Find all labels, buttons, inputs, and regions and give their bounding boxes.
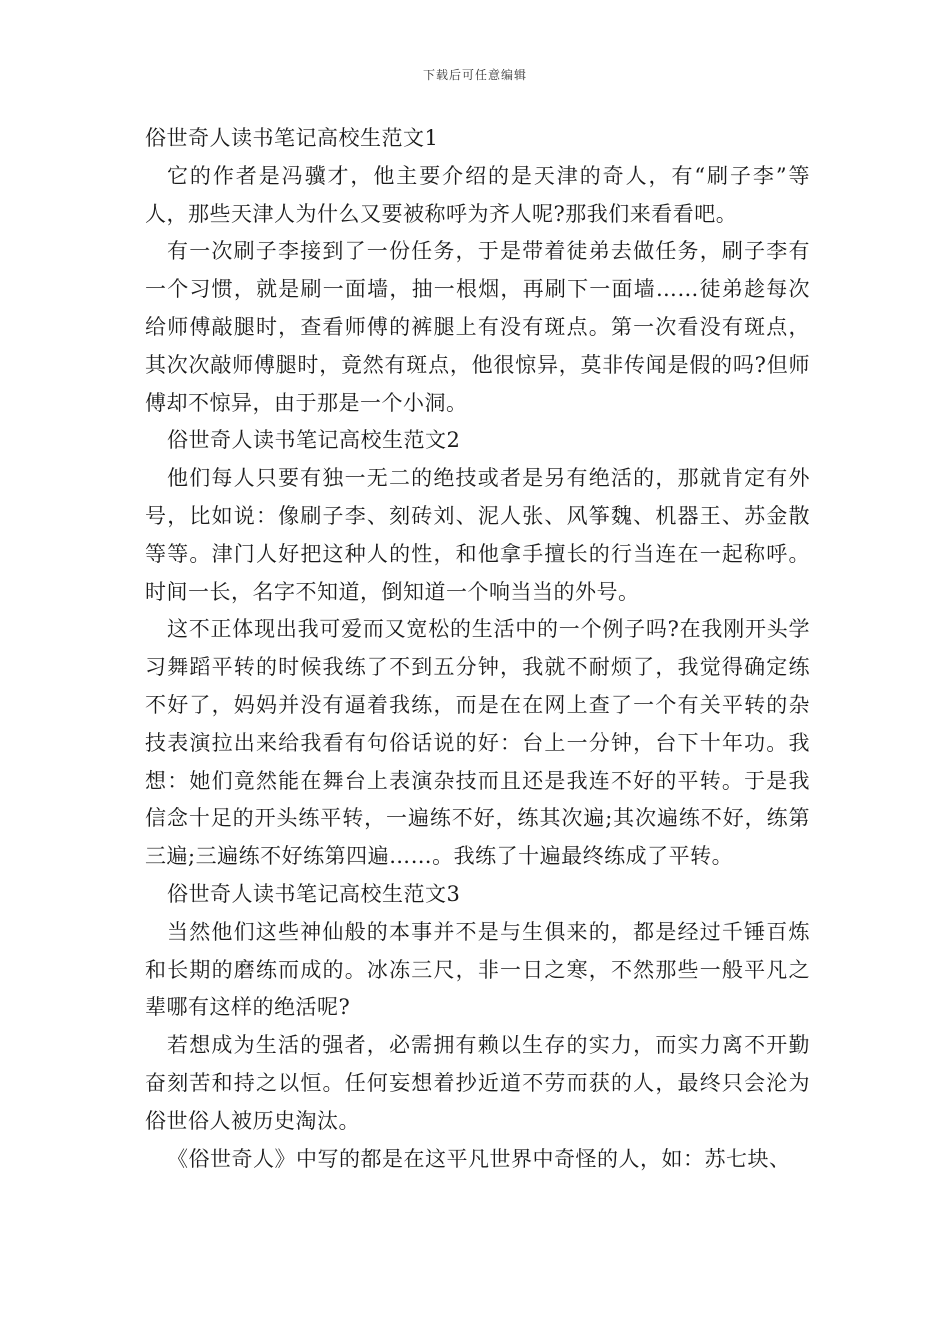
section-title-1: 俗世奇人读书笔记高校生范文1 (145, 126, 439, 150)
document-body (145, 120, 810, 1178)
paragraph-2-1: 他们每人只要有独一无二的绝技或者是另有绝活的，那就肯定有外号，比如说：像刷子李、刻砖刘、泥人张、风筝魏、机器王、苏金散等等。津门人好把这种人的性，和他拿手擅长的行当连在一起称呼。时间一长，名字不知道，倒知道一个响当当的外号。 (145, 466, 810, 604)
paragraph-3-3: 《俗世奇人》中写的都是在这平凡世界中奇怪的人，如：苏七块、 (167, 1146, 791, 1171)
paragraph-3-2: 若想成为生活的强者，必需拥有赖以生存的实力，而实力离不开勤奋刻苦和持之以恒。任何妄想着抄近道不劳而获的人，最终只会沦为俗世俗人被历史淘汰。 (145, 1033, 810, 1133)
paragraph-2-2: 这不正体现出我可爱而又宽松的生活中的一个例子吗?在我刚开头学习舞蹈平转的时候我练了不到五分钟，我就不耐烦了，我觉得确定练不好了，妈妈并没有逼着我练，而是在在网上查了一个有关平转的杂技表演拉出来给我看有句俗话说的好：台上一分钟，台下十年功。我想：她们竟然能在舞台上表演杂技而且还是我连不好的平转。于是我信念十足的开头练平转，一遍练不好，练其次遍;其次遍练不好，练第三遍;三遍练不好练第四遍……。我练了十遍最终练成了平转。 (145, 617, 810, 869)
page-header-note: 下载后可任意编辑 (422, 68, 527, 82)
section-title-3: 俗世奇人读书笔记高校生范文3 (167, 881, 461, 906)
paragraph-3-1: 当然他们这些神仙般的本事并不是与生俱来的，都是经过千锤百炼和长期的磨练而成的。冰冻三尺，非一日之寒，不然那些一般平凡之辈哪有这样的绝活呢? (145, 919, 810, 1020)
paragraph-1-2: 有一次刷子李接到了一份任务，于是带着徒弟去做任务，刷子李有一个习惯，就是刷一面墙，抽一根烟，再刷下一面墙……徒弟趁每次给师傅敲腿时，查看师傅的裤腿上有没有斑点。第一次看没有斑点，其次次敲师傅腿时，竟然有斑点，他很惊异，莫非传闻是假的吗?但师傅却不惊异，由于那是一个小洞。 (145, 239, 810, 415)
section-title-2: 俗世奇人读书笔记高校生范文2 (167, 428, 461, 453)
paragraph-1-1: 它的作者是冯骥才，他主要介绍的是天津的奇人，有“刷子李”等人，那些天津人为什么又要被称呼为齐人呢?那我们来看看吧。 (145, 163, 810, 226)
